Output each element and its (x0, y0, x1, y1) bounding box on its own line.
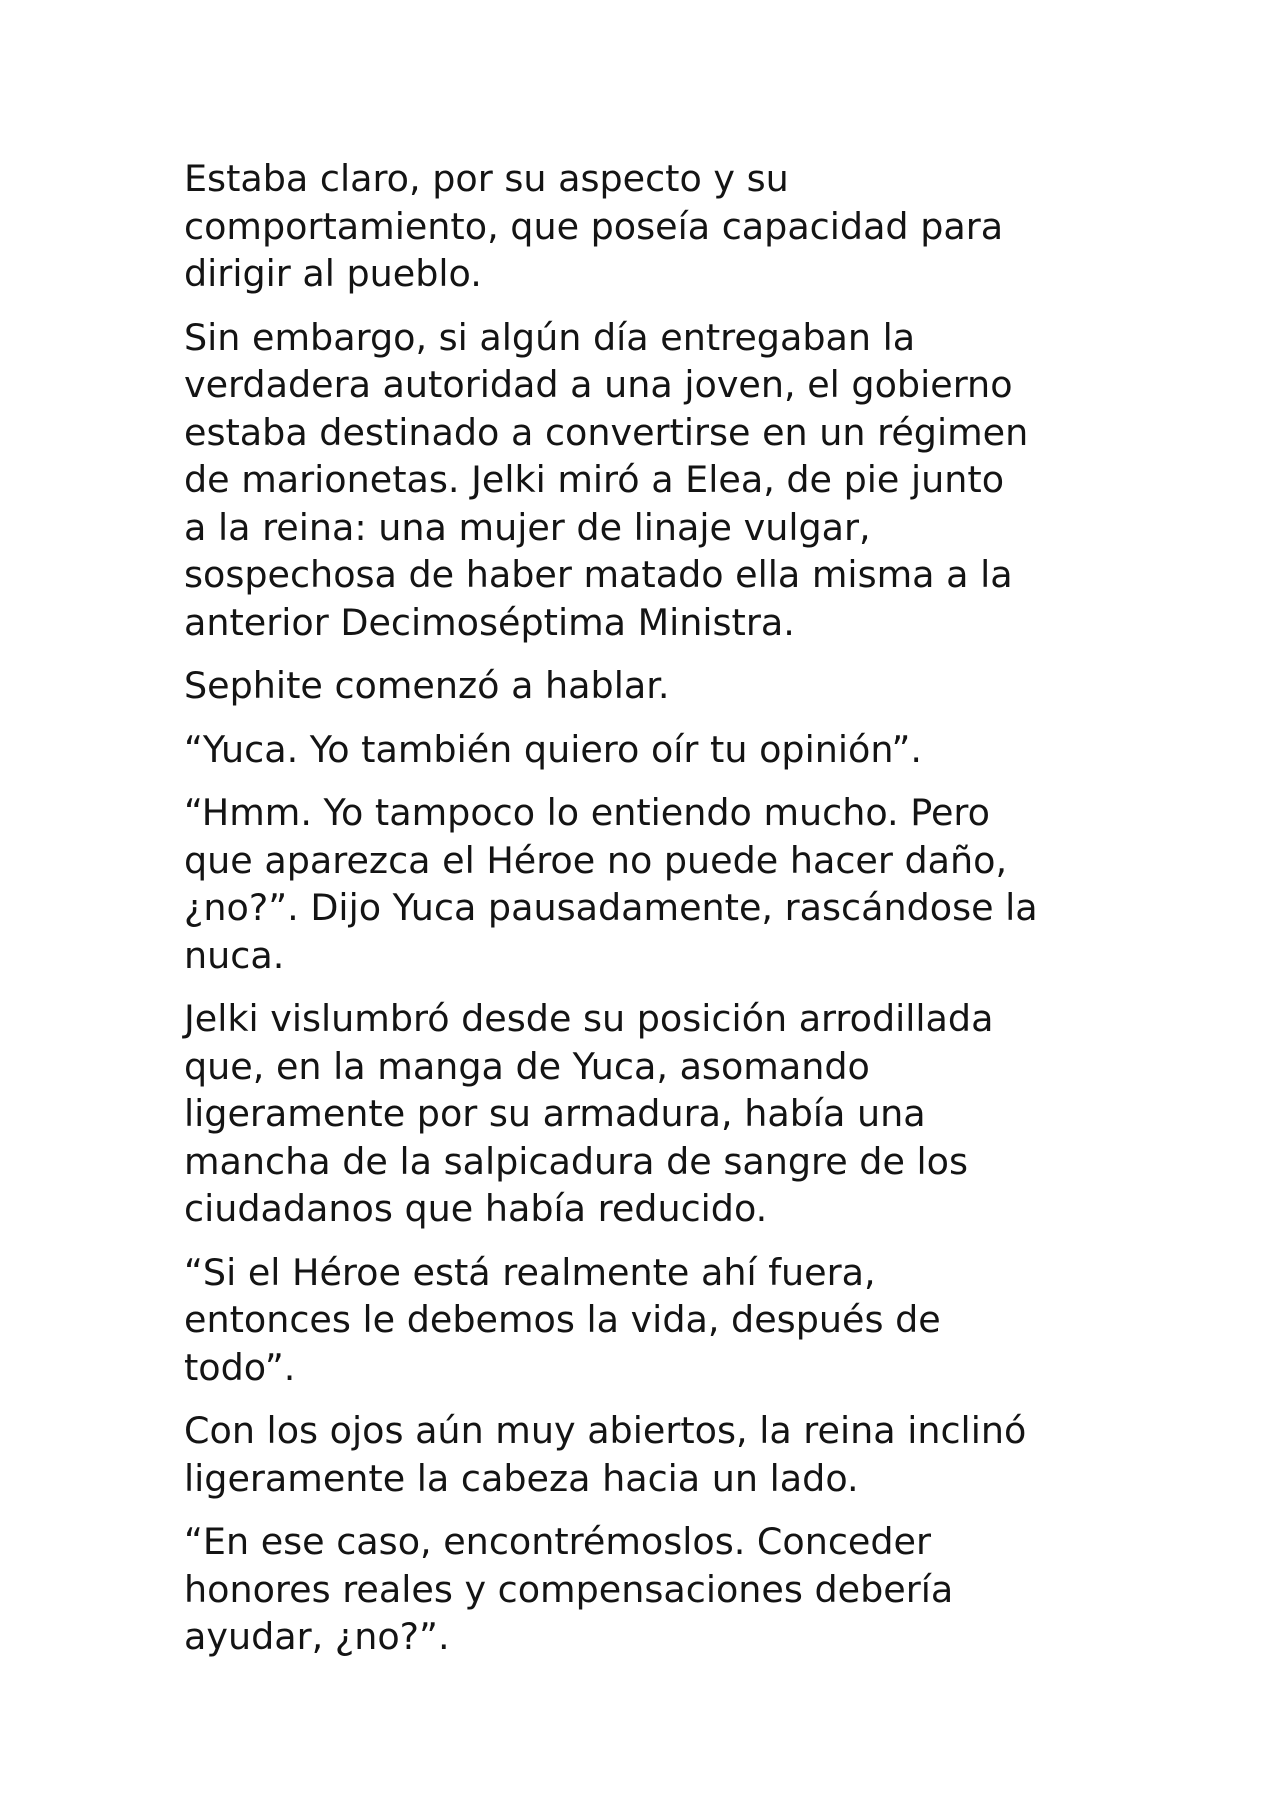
paragraph: Estaba claro, por su aspecto y su comportamiento, que poseía capacidad para dirigir al pueblo. (184, 157, 1004, 295)
paragraph: Sephite comenzó a hablar. (184, 664, 670, 707)
paragraph: “Hmm. Yo tampoco lo entiendo mucho. Pero que aparezca el Héroe no puede hacer daño, ¿no?”. Dijo Yuca pausadamente, rascándose la nuca. (184, 791, 1038, 977)
paragraph: Sin embargo, si algún día entregaban la verdadera autoridad a una joven, el gobierno estaba destinado a convertirse en un régimen de marionetas. Jelki miró a Elea, de pie junto a la reina: una mujer de linaje vulgar, sospechosa de haber matado ella misma a la anterior Decimoséptima Ministra. (184, 315, 1029, 644)
paragraph: Jelki vislumbró desde su posición arrodillada que, en la manga de Yuca, asomando ligeramente por su armadura, había una mancha de la salpicadura de sangre de los ciudadanos que había reducido. (184, 997, 994, 1230)
paragraph: Con los ojos aún muy abiertos, la reina inclinó ligeramente la cabeza hacia un lado. (184, 1409, 1027, 1500)
paragraph: “En ese caso, encontrémoslos. Conceder honores reales y compensaciones debería ayudar, ¿no?”. (184, 1520, 954, 1658)
text-body (184, 155, 1124, 1677)
paragraph: “Si el Héroe está realmente ahí fuera, entonces le debemos la vida, después de todo”. (184, 1250, 941, 1389)
paragraph: “Yuca. Yo también quiero oír tu opinión”. (184, 727, 922, 771)
